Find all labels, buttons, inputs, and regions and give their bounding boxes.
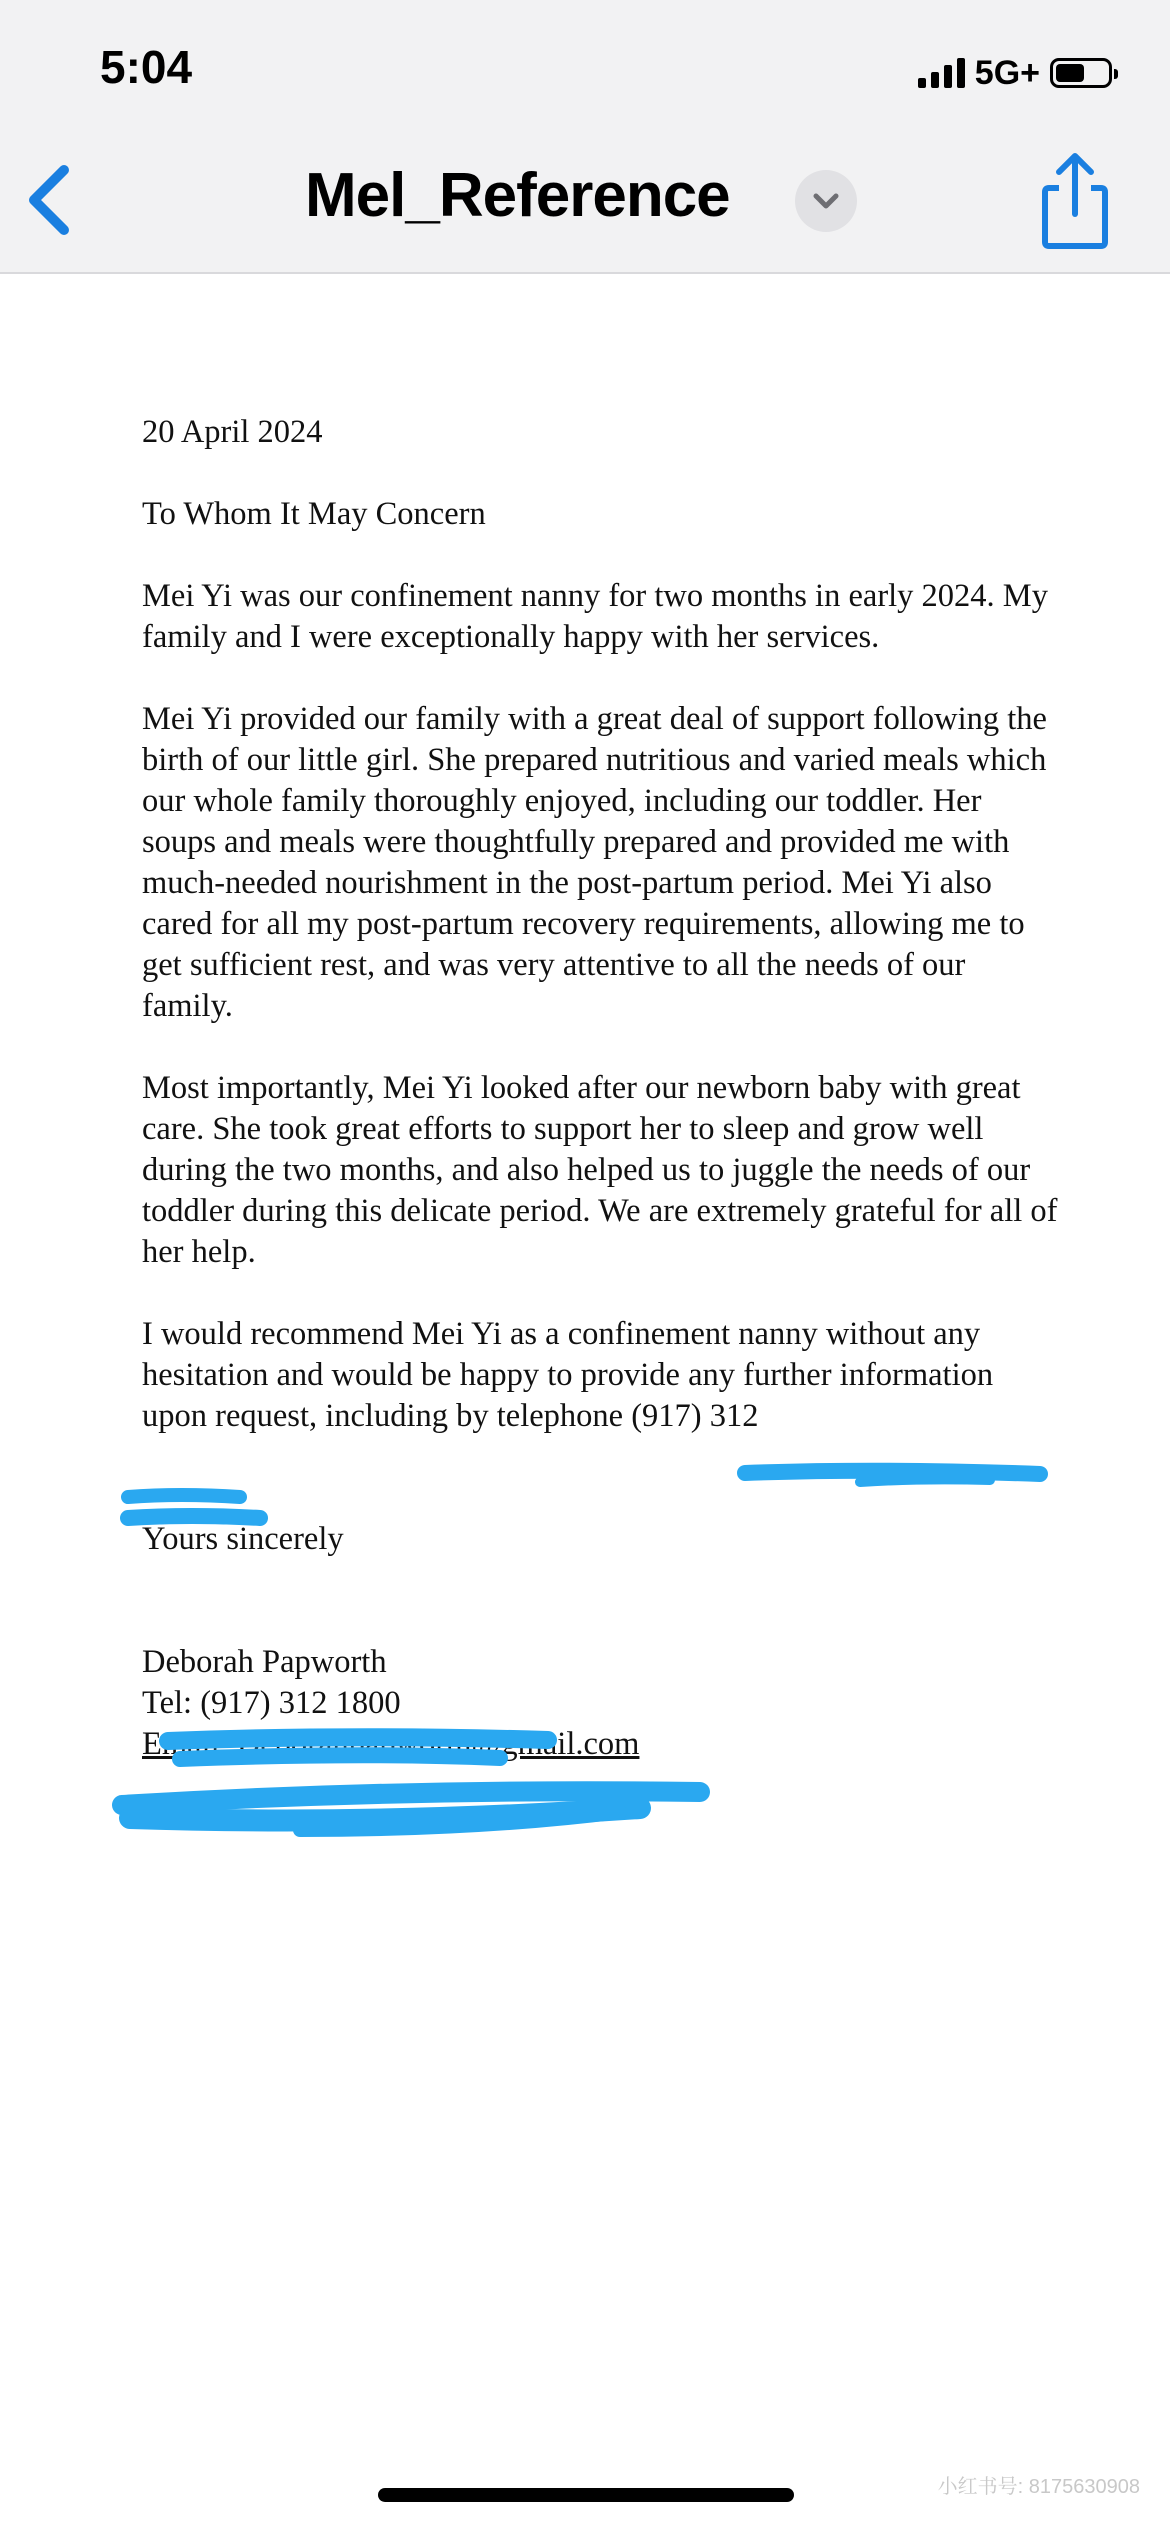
top-bar <box>0 0 1170 274</box>
network-type: 5G+ <box>974 53 1040 92</box>
letter-salutation: To Whom It May Concern <box>142 496 486 532</box>
redaction-stroke <box>130 1808 640 1820</box>
letter-paragraph-1: Mei Yi was our confinement nanny for two months in early 2024. My family and I were exceptionally happy with her services. <box>142 578 1048 655</box>
signature-telephone: Tel: (917) 312 1800 <box>142 1685 401 1721</box>
signature-email: Email: Deborahpapworth@gmail.com <box>142 1726 640 1762</box>
signature-block <box>142 1642 1062 1765</box>
letter-document <box>142 412 1062 1765</box>
title-menu-button[interactable] <box>795 170 857 232</box>
signature-name: Deborah Papworth <box>142 1644 387 1680</box>
letter-date: 20 April 2024 <box>142 414 323 450</box>
signal-icon <box>918 58 965 88</box>
watermark: 小红书号: 8175630908 <box>937 2476 1140 2498</box>
letter-paragraph-2: Mei Yi provided our family with a great deal of support following the birth of our little girl. She prepared nutritious and varied meals which our whole family thoroughly enjoyed, including our toddler. Her soups and meals were thoughtfully prepared and provided me with much-needed nourishment in the post-partum period. Mei Yi also cared for all my post-partum recovery requirements, allowing me to get sufficient rest, and was very attentive to all the needs of our family. <box>142 701 1047 1024</box>
redaction-stroke <box>122 1791 700 1805</box>
chevron-left-icon <box>20 160 80 240</box>
battery-icon <box>1050 58 1112 88</box>
back-button[interactable] <box>20 160 80 240</box>
document-title[interactable]: Mel_Reference <box>305 161 730 230</box>
share-button[interactable] <box>1035 150 1115 250</box>
status-time: 5:04 <box>100 41 193 93</box>
home-indicator[interactable] <box>378 2488 794 2502</box>
letter-closing: Yours sincerely <box>142 1521 344 1557</box>
share-icon <box>1035 150 1115 250</box>
letter-paragraph-3: Most importantly, Mei Yi looked after our newborn baby with great care. She took great efforts to support her to sleep and grow well during the two months, and also helped us to juggle the needs of our toddler during this delicate period. We are extremely grateful for all of her help. <box>142 1070 1058 1270</box>
letter-paragraph-4: I would recommend Mei Yi as a confinement nanny without any hesitation and would be happy to provide any further information upon request, including by telephone (917) 312 <box>142 1316 994 1434</box>
chevron-down-icon <box>809 184 843 218</box>
status-indicators <box>918 50 1112 96</box>
redaction-stroke <box>300 1812 620 1830</box>
